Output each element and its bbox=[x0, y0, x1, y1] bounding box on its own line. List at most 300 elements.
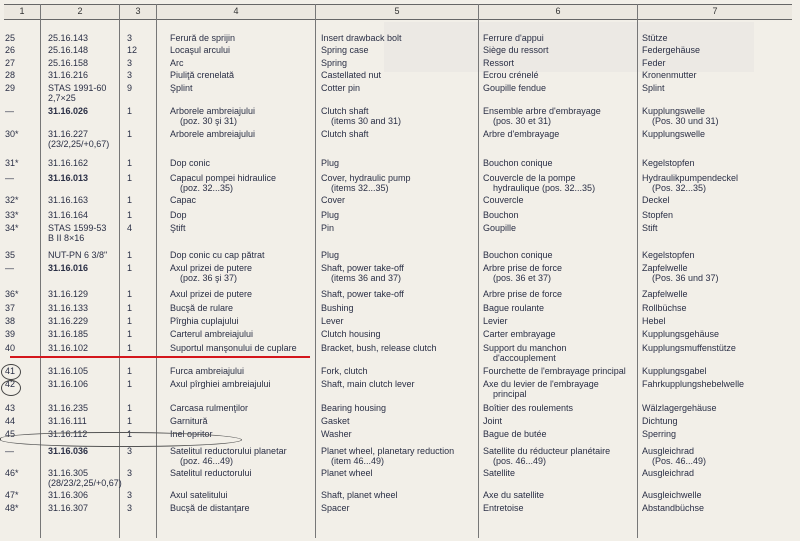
name-french-cell bbox=[483, 491, 643, 501]
name-french-cell bbox=[483, 196, 643, 206]
name-english-text: Cover, hydraulic pump bbox=[321, 173, 411, 183]
part-code-cell bbox=[48, 404, 118, 414]
row-number-cell bbox=[5, 34, 33, 44]
name-english-cell bbox=[321, 84, 471, 94]
part-code-cell bbox=[48, 264, 118, 274]
name-german-text: (Pos. 46...49) bbox=[652, 455, 707, 466]
name-romanian-text: Satelitul reductorului bbox=[170, 468, 252, 478]
row-number-cell bbox=[5, 344, 33, 354]
column-divider bbox=[315, 4, 316, 538]
name-german-text: Kegelstopfen bbox=[642, 158, 695, 168]
name-romanian-cell bbox=[170, 367, 310, 377]
name-english-cell bbox=[321, 367, 471, 377]
name-german-cell bbox=[642, 71, 792, 81]
name-french-text: Satellite du réducteur planétaire bbox=[483, 446, 611, 456]
name-french-text: Couvercle bbox=[483, 195, 524, 205]
name-german-text: Ausgleichrad bbox=[642, 468, 695, 478]
part-code-text: 31.16.129 bbox=[48, 289, 89, 299]
row-number-cell bbox=[5, 290, 33, 300]
name-romanian-cell bbox=[170, 84, 310, 94]
name-english-cell bbox=[321, 504, 471, 514]
row-number-text: 27 bbox=[5, 58, 16, 68]
row-number-text: — bbox=[5, 173, 14, 183]
part-code-cell bbox=[48, 196, 118, 206]
quantity-text: 1 bbox=[127, 195, 133, 205]
row-number-text: 47* bbox=[5, 490, 19, 500]
name-french-text: Levier bbox=[483, 316, 508, 326]
part-code-text: 31.16.016 bbox=[48, 263, 89, 273]
part-code-text: 31.16.133 bbox=[48, 303, 89, 313]
part-code-text: 31.16.185 bbox=[48, 329, 89, 339]
name-romanian-cell bbox=[170, 224, 310, 234]
name-german-text: Kupplungsgabel bbox=[642, 366, 707, 376]
name-english-text: Castellated nut bbox=[321, 70, 382, 80]
quantity-text: 1 bbox=[127, 289, 133, 299]
name-romanian-cell bbox=[170, 404, 310, 414]
name-german-cell bbox=[642, 317, 792, 327]
part-code-cell bbox=[48, 380, 118, 390]
name-english-text: Planet wheel, planetary reduction bbox=[321, 446, 455, 456]
name-german-text: (Pos. 30 und 31) bbox=[652, 115, 719, 126]
name-french-text: Ferrure d'appui bbox=[483, 33, 544, 43]
part-code-text: 31.16.013 bbox=[48, 173, 89, 183]
quantity-cell bbox=[127, 224, 147, 234]
quantity-text: 1 bbox=[127, 129, 133, 139]
name-english-text: Washer bbox=[321, 429, 352, 439]
name-french-cell bbox=[483, 34, 643, 44]
quantity-text: 1 bbox=[127, 379, 133, 389]
header-col-3: 3 bbox=[135, 6, 141, 16]
name-german-text: (Pos. 36 und 37) bbox=[652, 272, 719, 283]
name-romanian-text: (poz. 32...35) bbox=[180, 182, 234, 193]
name-english-text: (item 46...49) bbox=[331, 455, 385, 466]
name-english-text: Clutch shaft bbox=[321, 106, 369, 116]
header-col-6: 6 bbox=[555, 6, 561, 16]
name-french-cell bbox=[483, 404, 643, 414]
quantity-text: 3 bbox=[127, 70, 133, 80]
name-romanian-text: Arborele ambreiajului bbox=[170, 129, 256, 139]
name-german-text: Fahrkupplungshebelwelle bbox=[642, 379, 745, 389]
column-divider bbox=[119, 4, 120, 538]
column-divider bbox=[156, 4, 157, 538]
name-german-cell bbox=[642, 304, 792, 314]
name-french-cell bbox=[483, 46, 643, 56]
name-french-text: Arbre prise de force bbox=[483, 289, 563, 299]
row-number-cell bbox=[5, 224, 33, 234]
part-code-cell bbox=[48, 290, 118, 300]
name-english-text: Spring bbox=[321, 58, 348, 68]
name-english-cell bbox=[321, 417, 471, 427]
name-english-text: Shaft, planet wheel bbox=[321, 490, 398, 500]
quantity-cell bbox=[127, 380, 147, 390]
row-number-cell bbox=[5, 417, 33, 427]
part-code-text: 25.16.143 bbox=[48, 33, 89, 43]
quantity-text: 1 bbox=[127, 303, 133, 313]
row-number-cell bbox=[5, 304, 33, 314]
name-english-text: Bracket, bush, release clutch bbox=[321, 343, 437, 353]
quantity-text: 4 bbox=[127, 223, 133, 233]
name-english-cell bbox=[321, 174, 471, 193]
name-german-cell bbox=[642, 159, 792, 169]
part-code-text: 31.16.305 bbox=[48, 468, 89, 478]
row-number-text: 37 bbox=[5, 303, 16, 313]
quantity-cell bbox=[127, 59, 147, 69]
name-german-text: Dichtung bbox=[642, 416, 678, 426]
name-french-text: Bague de butée bbox=[483, 429, 547, 439]
name-romanian-text: Axul prizei de putere bbox=[170, 289, 253, 299]
part-code-cell bbox=[48, 447, 118, 457]
quantity-text: 3 bbox=[127, 468, 133, 478]
name-german-text: Hebel bbox=[642, 316, 666, 326]
row-number-text: 33* bbox=[5, 210, 19, 220]
name-romanian-text: Carterul ambreiajului bbox=[170, 329, 254, 339]
quantity-text: 3 bbox=[127, 58, 133, 68]
name-french-cell bbox=[483, 380, 643, 399]
name-english-cell bbox=[321, 196, 471, 206]
part-code-cell bbox=[48, 317, 118, 327]
circle-annotation-41 bbox=[1, 364, 21, 380]
quantity-text: 3 bbox=[127, 490, 133, 500]
name-romanian-text: Arborele ambreiajului bbox=[170, 106, 256, 116]
name-french-cell bbox=[483, 59, 643, 69]
part-code-cell bbox=[48, 417, 118, 427]
name-german-cell bbox=[642, 196, 792, 206]
name-romanian-cell bbox=[170, 469, 310, 479]
name-french-text: Ressort bbox=[483, 58, 515, 68]
quantity-text: 1 bbox=[127, 366, 133, 376]
part-code-cell bbox=[48, 344, 118, 354]
name-french-cell bbox=[483, 330, 643, 340]
part-code-text: 2,7×25 bbox=[48, 92, 76, 103]
name-german-cell bbox=[642, 174, 792, 193]
name-romanian-text: Dop conic cu cap pătrat bbox=[170, 250, 265, 260]
name-french-cell bbox=[483, 107, 643, 126]
name-german-text: Rollbüchse bbox=[642, 303, 687, 313]
row-number-text: 32* bbox=[5, 195, 19, 205]
name-french-text: Bague roulante bbox=[483, 303, 545, 313]
name-romanian-text: Furca ambreiajului bbox=[170, 366, 245, 376]
row-number-text: 41 bbox=[5, 366, 16, 376]
name-french-cell bbox=[483, 130, 643, 140]
parts-table bbox=[4, 4, 792, 538]
part-code-cell bbox=[48, 330, 118, 340]
row-number-cell bbox=[5, 251, 33, 261]
name-english-cell bbox=[321, 71, 471, 81]
header-col-1: 1 bbox=[19, 6, 25, 16]
name-english-text: Plug bbox=[321, 158, 340, 168]
name-romanian-cell bbox=[170, 417, 310, 427]
row-number-text: 46* bbox=[5, 468, 19, 478]
header-col-5: 5 bbox=[394, 6, 400, 16]
name-english-text: Lever bbox=[321, 316, 344, 326]
name-german-text: (Pos. 32...35) bbox=[652, 182, 707, 193]
name-german-cell bbox=[642, 380, 792, 390]
name-english-cell bbox=[321, 491, 471, 501]
quantity-cell bbox=[127, 504, 147, 514]
name-english-cell bbox=[321, 46, 471, 56]
name-english-cell bbox=[321, 330, 471, 340]
part-code-cell bbox=[48, 34, 118, 44]
quantity-text: 1 bbox=[127, 173, 133, 183]
name-romanian-text: Ferură de sprijin bbox=[170, 33, 236, 43]
quantity-text: 1 bbox=[127, 403, 133, 413]
name-german-text: Zapfelwelle bbox=[642, 289, 688, 299]
name-french-text: Fourchette de l'embrayage principal bbox=[483, 366, 626, 376]
row-number-text: 34* bbox=[5, 223, 19, 233]
part-code-text: STAS 1599-53 bbox=[48, 223, 107, 233]
quantity-text: 1 bbox=[127, 210, 133, 220]
part-code-cell bbox=[48, 211, 118, 221]
quantity-cell bbox=[127, 469, 147, 479]
name-german-text: Kupplungsmuffenstütze bbox=[642, 343, 736, 353]
name-german-cell bbox=[642, 211, 792, 221]
name-french-cell bbox=[483, 367, 643, 377]
row-number-text: 36* bbox=[5, 289, 19, 299]
name-french-cell bbox=[483, 430, 643, 440]
name-romanian-text: Locaşul arcului bbox=[170, 45, 231, 55]
part-code-text: 31.16.112 bbox=[48, 429, 88, 439]
name-romanian-text: Capac bbox=[170, 195, 197, 205]
name-french-cell bbox=[483, 159, 643, 169]
row-number-text: — bbox=[5, 263, 14, 273]
name-romanian-text: Piuliţă crenelată bbox=[170, 70, 235, 80]
quantity-cell bbox=[127, 46, 147, 56]
name-german-text: Stift bbox=[642, 223, 658, 233]
name-english-text: Shaft, power take-off bbox=[321, 263, 404, 273]
name-german-text: Abstandbüchse bbox=[642, 503, 705, 513]
name-german-text: Kupplungswelle bbox=[642, 129, 706, 139]
name-english-text: Cotter pin bbox=[321, 83, 361, 93]
name-english-text: Bushing bbox=[321, 303, 354, 313]
name-french-cell bbox=[483, 84, 643, 94]
part-code-text: 31.16.026 bbox=[48, 106, 89, 116]
part-code-cell bbox=[48, 367, 118, 377]
name-english-cell bbox=[321, 264, 471, 283]
name-romanian-cell bbox=[170, 71, 310, 81]
name-german-cell bbox=[642, 447, 792, 466]
row-number-cell bbox=[5, 84, 33, 94]
name-german-cell bbox=[642, 504, 792, 514]
name-english-text: Clutch housing bbox=[321, 329, 381, 339]
quantity-text: 3 bbox=[127, 446, 133, 456]
row-number-text: 44 bbox=[5, 416, 16, 426]
name-french-text: d'accouplement bbox=[493, 352, 556, 363]
name-german-cell bbox=[642, 344, 792, 354]
row-number-text: 25 bbox=[5, 33, 16, 43]
name-english-text: (items 36 and 37) bbox=[331, 272, 402, 283]
quantity-text: 3 bbox=[127, 503, 133, 513]
name-romanian-text: Arc bbox=[170, 58, 184, 68]
quantity-text: 12 bbox=[127, 45, 138, 55]
quantity-cell bbox=[127, 130, 147, 140]
name-english-text: Fork, clutch bbox=[321, 366, 368, 376]
name-english-cell bbox=[321, 447, 471, 466]
name-english-text: Pin bbox=[321, 223, 335, 233]
name-english-cell bbox=[321, 130, 471, 140]
row-number-cell bbox=[5, 447, 33, 457]
part-code-text: 31.16.229 bbox=[48, 316, 89, 326]
part-code-cell bbox=[48, 174, 118, 184]
name-romanian-text: (poz. 30 şi 31) bbox=[180, 115, 238, 126]
part-code-cell bbox=[48, 59, 118, 69]
name-french-text: (pos. 46...49) bbox=[493, 455, 547, 466]
name-romanian-text: Satelitul reductorului planetar bbox=[170, 446, 287, 456]
header-col-2: 2 bbox=[77, 6, 83, 16]
row-number-cell bbox=[5, 59, 33, 69]
name-german-cell bbox=[642, 59, 792, 69]
name-french-text: Joint bbox=[483, 416, 503, 426]
row-number-text: — bbox=[5, 446, 14, 456]
part-code-cell bbox=[48, 71, 118, 81]
part-code-text: B II 8×16 bbox=[48, 232, 85, 243]
quantity-text: 1 bbox=[127, 263, 133, 273]
row-number-text: 42 bbox=[5, 379, 16, 389]
row-number-cell bbox=[5, 174, 33, 184]
name-german-text: Kupplungsgehäuse bbox=[642, 329, 720, 339]
name-german-cell bbox=[642, 251, 792, 261]
name-french-text: Arbre prise de force bbox=[483, 263, 563, 273]
part-code-text: 31.16.306 bbox=[48, 490, 89, 500]
row-number-text: 26 bbox=[5, 45, 16, 55]
quantity-cell bbox=[127, 344, 147, 354]
quantity-cell bbox=[127, 367, 147, 377]
name-english-text: (items 30 and 31) bbox=[331, 115, 402, 126]
name-romanian-cell bbox=[170, 447, 310, 466]
name-french-text: principal bbox=[493, 388, 527, 399]
quantity-text: 9 bbox=[127, 83, 133, 93]
part-code-text: STAS 1991-60 bbox=[48, 83, 107, 93]
part-code-text: 31.16.227 bbox=[48, 129, 89, 139]
name-german-text: Hydraulikpumpendeckel bbox=[642, 173, 739, 183]
name-english-text: Spring case bbox=[321, 45, 369, 55]
name-german-text: Stütze bbox=[642, 33, 668, 43]
part-code-cell bbox=[48, 504, 118, 514]
name-romanian-cell bbox=[170, 251, 310, 261]
name-german-cell bbox=[642, 34, 792, 44]
name-romanian-cell bbox=[170, 304, 310, 314]
name-english-cell bbox=[321, 159, 471, 169]
row-number-text: 45 bbox=[5, 429, 16, 439]
name-german-cell bbox=[642, 330, 792, 340]
name-english-cell bbox=[321, 59, 471, 69]
name-french-cell bbox=[483, 447, 643, 466]
name-french-text: Carter embrayage bbox=[483, 329, 556, 339]
row-number-cell bbox=[5, 46, 33, 56]
quantity-text: 1 bbox=[127, 429, 133, 439]
part-code-text: 31.16.036 bbox=[48, 446, 89, 456]
name-english-text: Bearing housing bbox=[321, 403, 387, 413]
part-code-text: NUT-PN 6 3/8" bbox=[48, 250, 108, 260]
name-romanian-text: Inel opritor bbox=[170, 429, 213, 439]
name-german-cell bbox=[642, 84, 792, 94]
circle-annotation-42 bbox=[1, 380, 21, 396]
row-number-text: 31* bbox=[5, 158, 19, 168]
name-english-cell bbox=[321, 224, 471, 234]
name-english-cell bbox=[321, 430, 471, 440]
name-french-text: Entretoise bbox=[483, 503, 524, 513]
row-number-text: 40 bbox=[5, 343, 16, 353]
name-french-text: Couvercle de la pompe bbox=[483, 173, 576, 183]
part-code-cell bbox=[48, 491, 118, 501]
row-number-text: — bbox=[5, 106, 14, 116]
row-number-text: 38 bbox=[5, 316, 16, 326]
name-german-cell bbox=[642, 491, 792, 501]
name-romanian-text: Axul prizei de putere bbox=[170, 263, 253, 273]
name-french-text: Bouchon bbox=[483, 210, 519, 220]
name-french-text: Goupille bbox=[483, 223, 517, 233]
name-english-text: Shaft, main clutch lever bbox=[321, 379, 415, 389]
name-english-text: Planet wheel bbox=[321, 468, 373, 478]
name-romanian-text: Şplint bbox=[170, 83, 193, 93]
part-code-cell bbox=[48, 224, 118, 243]
name-french-cell bbox=[483, 290, 643, 300]
row-number-cell bbox=[5, 71, 33, 81]
name-romanian-cell bbox=[170, 344, 310, 354]
quantity-cell bbox=[127, 251, 147, 261]
name-german-cell bbox=[642, 46, 792, 56]
row-number-cell bbox=[5, 159, 33, 169]
name-romanian-text: Axul pîrghiei ambreiajului bbox=[170, 379, 271, 389]
name-english-text: Gasket bbox=[321, 416, 350, 426]
row-number-cell bbox=[5, 107, 33, 117]
quantity-cell bbox=[127, 159, 147, 169]
part-code-text: 31.16.164 bbox=[48, 210, 89, 220]
name-romanian-text: Suportul manşonului de cuplare bbox=[170, 343, 297, 353]
name-romanian-cell bbox=[170, 130, 310, 140]
part-code-cell bbox=[48, 251, 118, 261]
name-romanian-cell bbox=[170, 330, 310, 340]
name-english-text: Plug bbox=[321, 250, 340, 260]
pen-loop-annotation-45 bbox=[0, 429, 242, 447]
part-code-text: 31.16.111 bbox=[48, 416, 87, 426]
row-number-cell bbox=[5, 196, 33, 206]
name-french-text: hydraulique (pos. 32...35) bbox=[493, 182, 596, 193]
part-code-cell bbox=[48, 304, 118, 314]
red-underline-annotation bbox=[10, 356, 310, 358]
name-french-cell bbox=[483, 317, 643, 327]
name-english-cell bbox=[321, 317, 471, 327]
quantity-cell bbox=[127, 491, 147, 501]
quantity-text: 1 bbox=[127, 250, 133, 260]
name-english-text: Shaft, power take-off bbox=[321, 289, 404, 299]
quantity-cell bbox=[127, 404, 147, 414]
name-german-text: Zapfelwelle bbox=[642, 263, 688, 273]
name-romanian-text: Pîrghia cuplajului bbox=[170, 316, 239, 326]
name-french-text: Ensemble arbre d'embrayage bbox=[483, 106, 601, 116]
header-col-7: 7 bbox=[712, 6, 718, 16]
part-code-text: 31.16.162 bbox=[48, 158, 89, 168]
row-number-text: 35 bbox=[5, 250, 16, 260]
name-german-text: Wälzlagergehäuse bbox=[642, 403, 717, 413]
quantity-text: 1 bbox=[127, 316, 133, 326]
name-german-text: Stopfen bbox=[642, 210, 674, 220]
name-german-cell bbox=[642, 264, 792, 283]
name-english-cell bbox=[321, 344, 471, 354]
row-number-text: 28 bbox=[5, 70, 16, 80]
name-romanian-cell bbox=[170, 174, 310, 193]
name-german-cell bbox=[642, 404, 792, 414]
name-english-cell bbox=[321, 380, 471, 390]
name-romanian-cell bbox=[170, 159, 310, 169]
row-number-text: 30* bbox=[5, 129, 19, 139]
name-romanian-cell bbox=[170, 34, 310, 44]
part-code-text: 31.16.307 bbox=[48, 503, 89, 513]
quantity-cell bbox=[127, 211, 147, 221]
name-french-text: Boîtier des roulements bbox=[483, 403, 574, 413]
name-romanian-cell bbox=[170, 264, 310, 283]
name-german-text: Ausgleichwelle bbox=[642, 490, 702, 500]
name-german-cell bbox=[642, 367, 792, 377]
